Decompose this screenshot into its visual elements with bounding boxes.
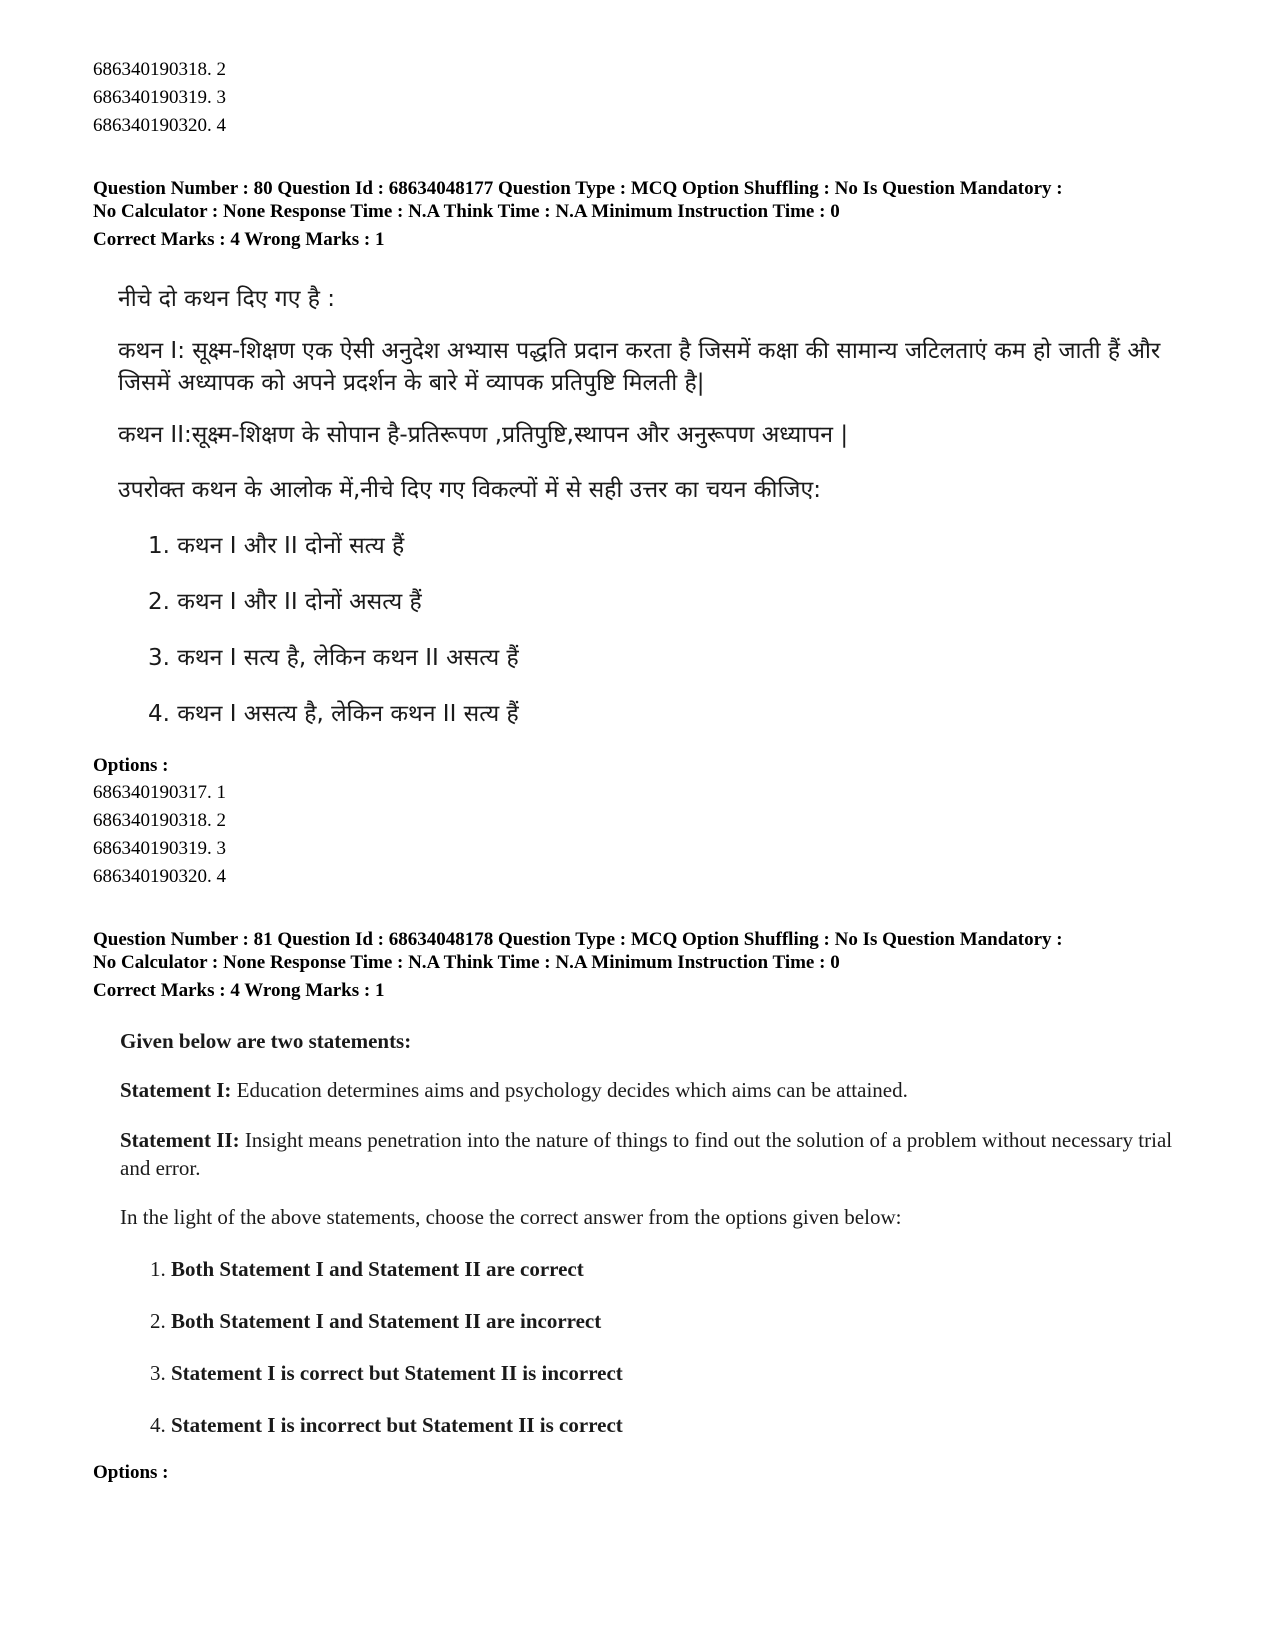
question-81-choice-1 <box>150 1255 584 1283</box>
question-80-header-line1: Question Number : 80 Question Id : 68634048177 Question Type : MCQ Option Shuffling : No Is Question Mandatory : <box>93 178 1063 199</box>
choice-number: 4. <box>150 1413 166 1437</box>
question-81-intro: Given below are two statements: <box>120 1029 412 1053</box>
question-81-statement-2 <box>120 1126 1180 1182</box>
statement-2-label: Statement II: <box>120 1128 240 1152</box>
question-80-choice-3: 3. कथन I सत्य है, लेकिन कथन II असत्य हैं <box>148 645 519 671</box>
choice-number: 1. <box>150 1257 166 1281</box>
question-80-header-line2: No Calculator : None Response Time : N.A Think Time : N.A Minimum Instruction Time : 0 <box>93 201 840 222</box>
question-80-statement-2: कथन II:सूक्ष्म-शिक्षण के सोपान है-प्रतिरूपण ,प्रतिपुष्टि,स्थापन और अनुरूपण अध्यापन | <box>118 422 849 448</box>
question-80-choice-1: 1. कथन I और II दोनों सत्य हैं <box>148 533 405 559</box>
choice-text: Both Statement I and Statement II are incorrect <box>171 1309 602 1333</box>
option-line: 686340190319. 3 <box>93 838 226 859</box>
statement-2-text: Insight means penetration into the nature of things to find out the solution of a problem without necessary trial and error. <box>120 1128 1173 1180</box>
choice-text: Statement I is incorrect but Statement II is correct <box>171 1413 623 1437</box>
question-81-choice-4 <box>150 1411 623 1439</box>
question-81-header-line1: Question Number : 81 Question Id : 68634048178 Question Type : MCQ Option Shuffling : No Is Question Mandatory : <box>93 929 1063 950</box>
choice-number: 2. <box>150 1309 166 1333</box>
question-81-choice-2 <box>150 1307 601 1335</box>
option-line: 686340190320. 4 <box>93 866 226 887</box>
choice-text: Statement I is correct but Statement II is incorrect <box>171 1361 623 1385</box>
statement-1-text: Education determines aims and psychology decides which aims can be attained. <box>231 1078 908 1102</box>
choice-number: 3. <box>150 1361 166 1385</box>
question-80-choice-2: 2. कथन I और II दोनों असत्य हैं <box>148 589 422 615</box>
question-80-statement-1: कथन I: सूक्ष्म-शिक्षण एक ऐसी अनुदेश अभ्यास पद्धति प्रदान करता है जिसमें कक्षा की सामान्य जटिलताएं कम हो जाती हैं और जिसमें अध्यापक को अपने प्रदर्शन के बारे में व्यापक प्रतिपुष्टि मिलती है| <box>118 338 1161 396</box>
option-line: 686340190318. 2 <box>93 59 226 80</box>
option-line: 686340190320. 4 <box>93 115 226 136</box>
question-80-marks: Correct Marks : 4 Wrong Marks : 1 <box>93 229 385 250</box>
question-80-options-label: Options : <box>93 755 169 776</box>
question-81-choice-3 <box>150 1359 623 1387</box>
choice-text: Both Statement I and Statement II are correct <box>171 1257 584 1281</box>
option-line: 686340190319. 3 <box>93 87 226 108</box>
question-81-header-line2: No Calculator : None Response Time : N.A Think Time : N.A Minimum Instruction Time : 0 <box>93 952 840 973</box>
question-81-statement-1 <box>120 1076 1180 1104</box>
option-line: 686340190318. 2 <box>93 810 226 831</box>
question-81-marks: Correct Marks : 4 Wrong Marks : 1 <box>93 980 385 1001</box>
statement-1-label: Statement I: <box>120 1078 232 1102</box>
option-line: 686340190317. 1 <box>93 782 226 803</box>
question-80-prompt: उपरोक्त कथन के आलोक में,नीचे दिए गए विकल्पों में से सही उत्तर का चयन कीजिए: <box>118 477 821 503</box>
question-80-intro: नीचे दो कथन दिए गए है : <box>118 286 336 312</box>
question-80-choice-4: 4. कथन I असत्य है, लेकिन कथन II सत्य हैं <box>148 701 519 727</box>
question-81-options-label: Options : <box>93 1462 169 1483</box>
question-81-prompt: In the light of the above statements, choose the correct answer from the options given below: <box>120 1205 902 1229</box>
